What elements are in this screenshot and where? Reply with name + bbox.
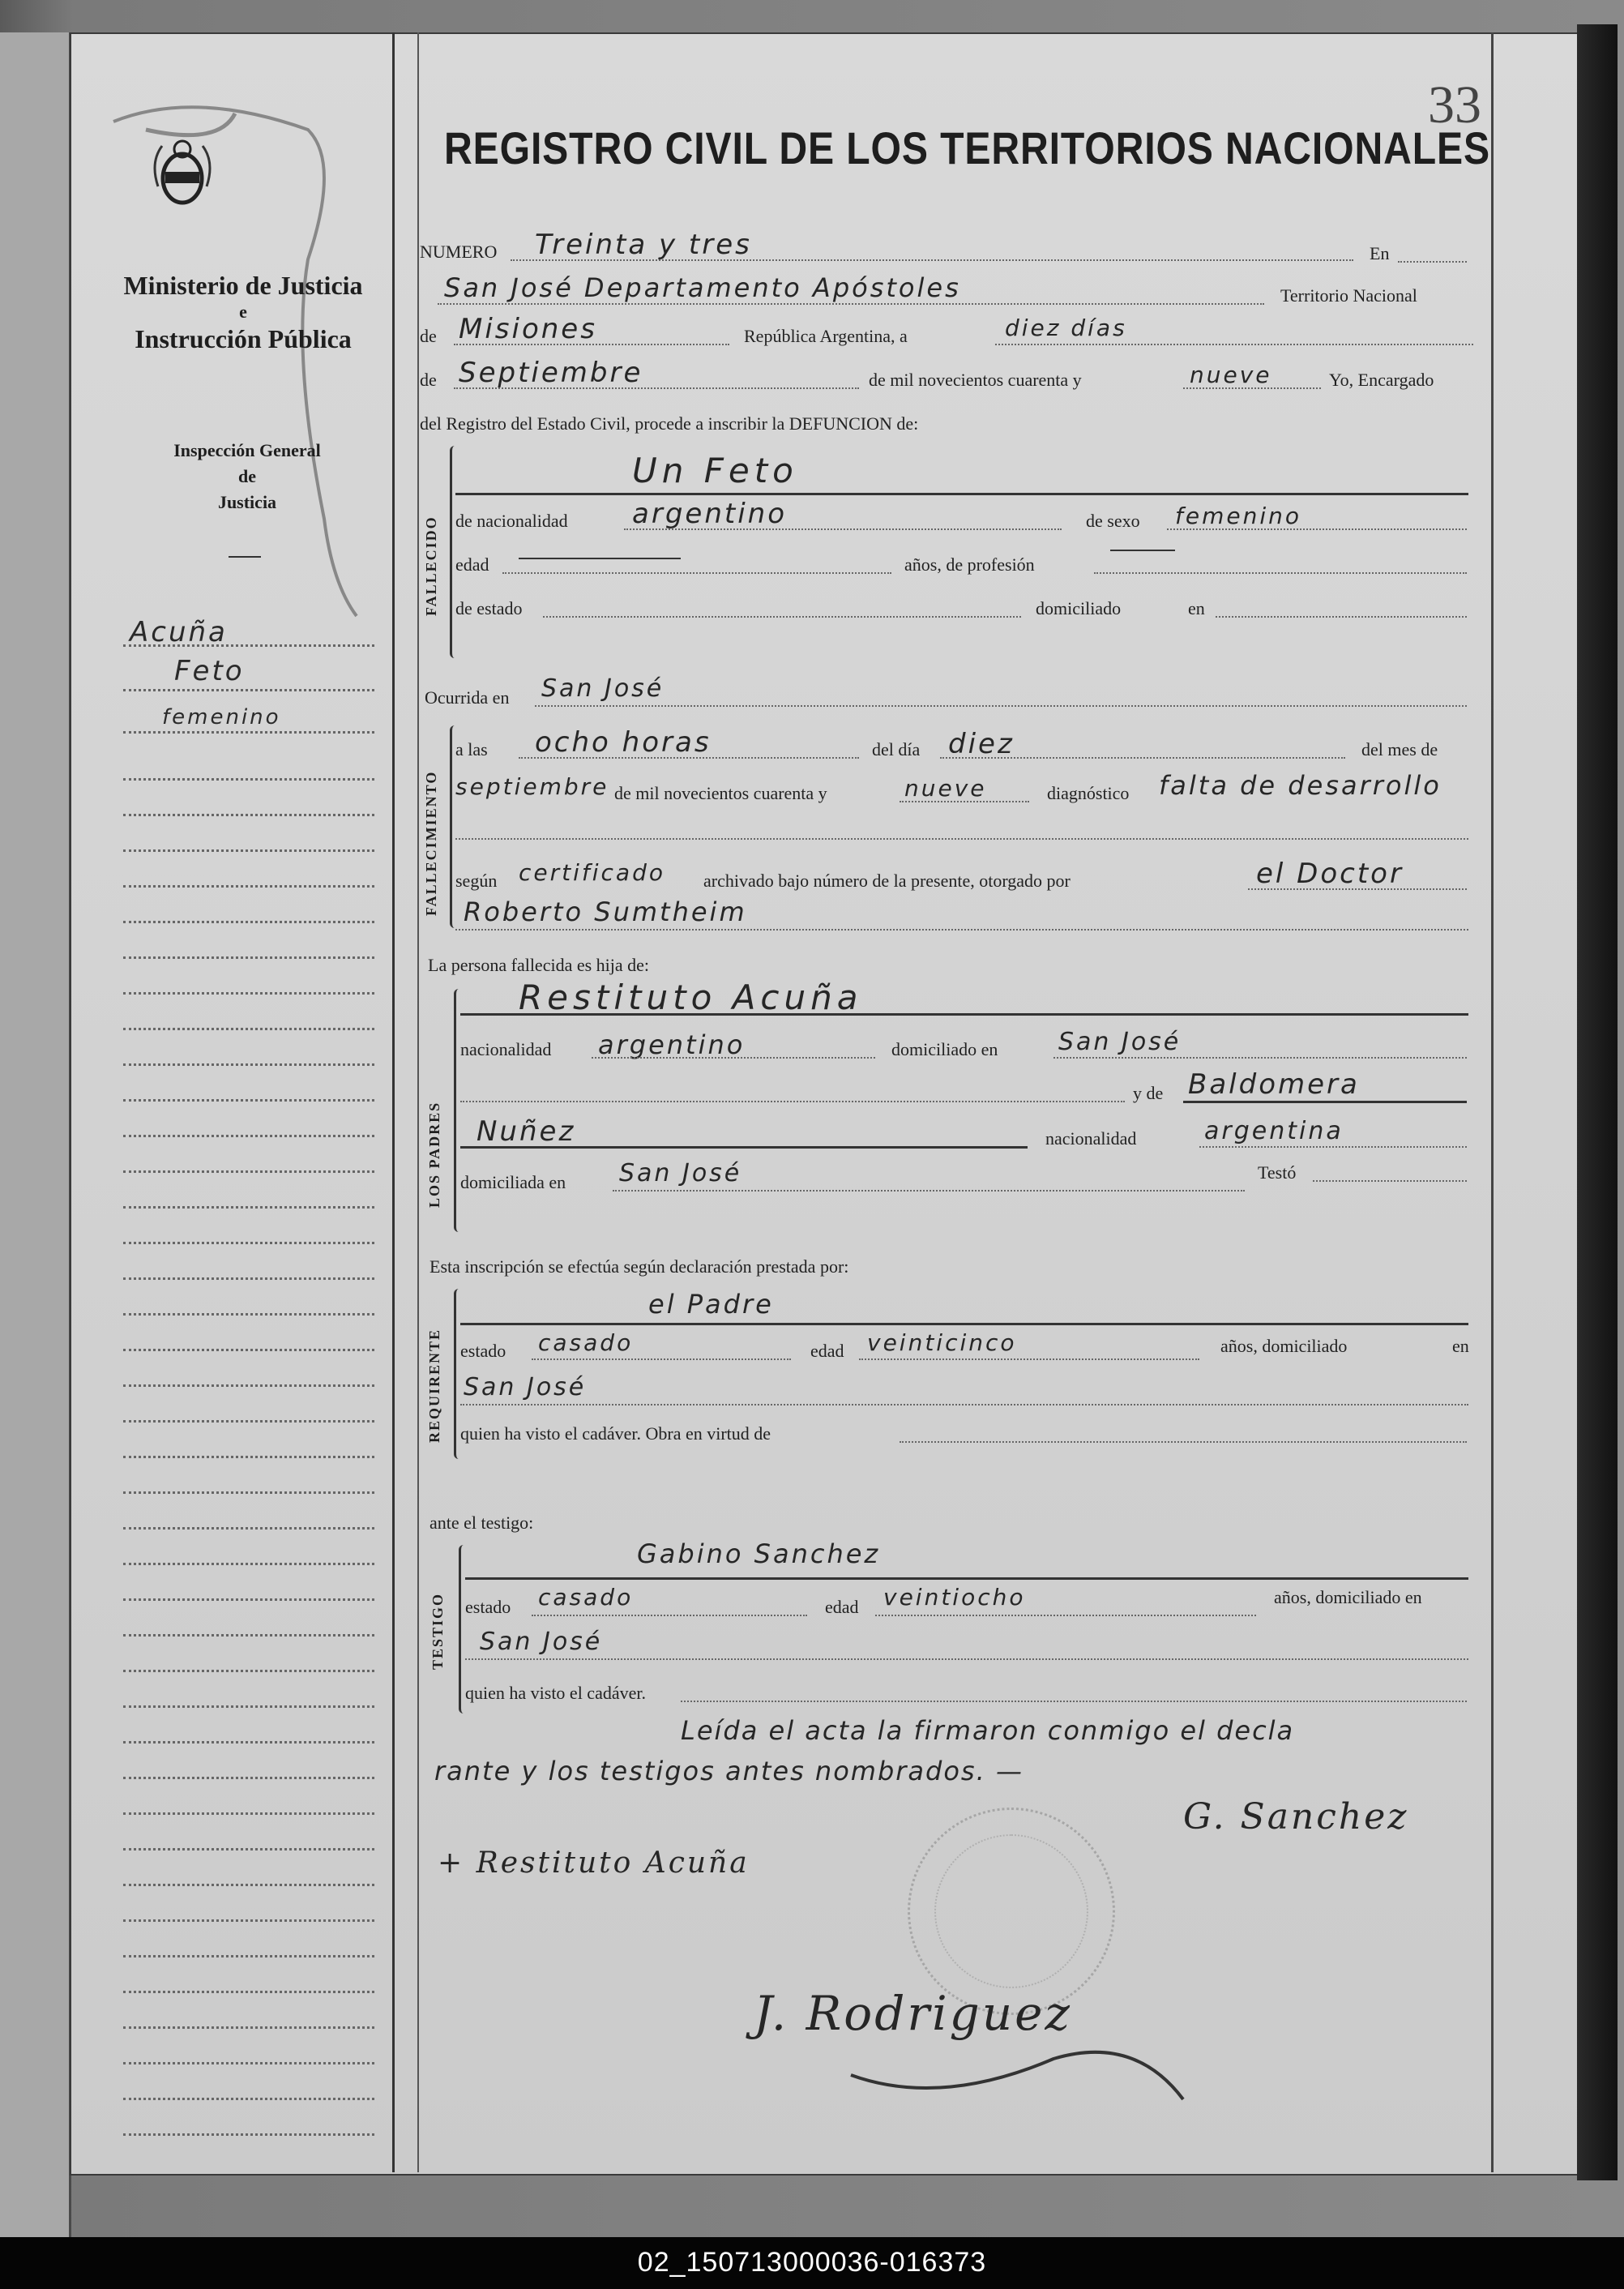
fallecido-side-label: FALLECIDO (423, 516, 439, 616)
fallecido-bracket (450, 446, 459, 658)
territorio-label: Territorio Nacional (1280, 285, 1417, 306)
margin-ruled-line (123, 1170, 374, 1173)
madre-domicilio-value: San José (619, 1159, 742, 1187)
margin-ruled-line (123, 1028, 374, 1030)
margin-ruled-line (123, 1848, 374, 1850)
margin-note-surname: Acuña (130, 616, 228, 648)
margin-ruled-line (123, 1349, 374, 1351)
requirente-cadaver-label: quien ha visto el cadáver. Obra en virtud de (460, 1423, 771, 1444)
margin-ruled-line (123, 1598, 374, 1601)
testigo-name-value: Gabino Sanchez (637, 1538, 881, 1569)
testigo-edad-label: edad (825, 1597, 859, 1617)
dia-value: diez (948, 728, 1015, 760)
padre-extra-line (460, 1101, 1125, 1102)
signature-declarant: + Restituto Acuña (438, 1846, 750, 1880)
requirente-edad-line (859, 1358, 1199, 1360)
fallecido-profesion-dash (1110, 550, 1175, 551)
requirente-side-label: REQUIRENTE (426, 1328, 442, 1443)
requirente-edad-value: veinticinco (867, 1329, 1017, 1356)
requirente-intro-label: Esta inscripción se efectúa según declaración prestada por: (430, 1256, 849, 1277)
padre-nacionalidad-value: argentino (598, 1029, 746, 1060)
fallecimiento-year-value: nueve (904, 775, 987, 802)
padres-intro-text: La persona fallecida es hij (428, 955, 615, 975)
hora-value: ocho horas (535, 726, 712, 759)
padres-intro-label (428, 955, 649, 976)
margin-ruled-line (123, 1206, 374, 1209)
padre-value: Restituto Acuña (519, 978, 863, 1017)
margin-ruled-line (123, 1563, 374, 1565)
dia-line (940, 757, 1345, 759)
margin-ruled-line (123, 2062, 374, 2064)
testo-line (1313, 1180, 1467, 1182)
margin-ruled-line (123, 956, 374, 959)
madre-domicilio-line (613, 1190, 1245, 1192)
madre-nombre-line (1183, 1101, 1467, 1103)
ministry-heading (105, 267, 381, 357)
fallecido-name-line (455, 493, 1468, 495)
mes-label: del mes de (1361, 739, 1438, 759)
closing-line-2: rante y los testigos antes nombrados. — (434, 1756, 1024, 1786)
inspeccion-heading (138, 438, 357, 516)
numero-line (511, 259, 1353, 261)
de-label: de (420, 326, 437, 346)
margin-ruled-line (123, 1135, 374, 1137)
de-label-2: de (420, 370, 437, 390)
testigo-edad-value: veintiocho (883, 1584, 1026, 1611)
margin-note-sex: femenino (162, 705, 281, 729)
margin-ruled-line (123, 1991, 374, 1993)
fallecimiento-year-line (900, 801, 1029, 802)
dia-label: del día (872, 739, 921, 759)
numero-value: Treinta y tres (535, 229, 752, 261)
margin-ruled-line (123, 689, 374, 691)
margin-ruled-line (123, 731, 374, 734)
yo-label: Yo, Encargado (1329, 370, 1434, 390)
requirente-en-label: en (1452, 1336, 1469, 1356)
fallecido-nacionalidad-value: argentino (632, 498, 787, 530)
en-line (1398, 261, 1467, 263)
padres-bracket (454, 989, 463, 1232)
signature-witness: G. Sanchez (1183, 1796, 1409, 1838)
padre-domicilio-line (1053, 1057, 1467, 1059)
inspeccion-rule (229, 556, 261, 558)
signature-officer: J. Rodriguez (754, 1986, 1072, 2041)
margin-ruled-line (123, 921, 374, 923)
official-seal-inner-ring (934, 1834, 1088, 1988)
madre-nacionalidad-value: argentina (1204, 1117, 1344, 1145)
fallecimiento-year-label: de mil novecientos cuarenta y (614, 783, 827, 803)
margin-ruled-line (123, 1777, 374, 1779)
margin-ruled-line (123, 2026, 374, 2029)
margin-ruled-line (123, 1384, 374, 1387)
ocurrida-line (535, 705, 1467, 707)
fallecido-sexo-value: femenino (1175, 503, 1301, 529)
margin-ruled-line (123, 1242, 374, 1244)
testigo-intro-label: ante el testigo: (430, 1512, 534, 1533)
segun-label: según (455, 871, 498, 891)
requirente-estado-line (532, 1358, 791, 1360)
closing-line-1: Leída el acta la firmaron conmigo el decla (681, 1715, 1295, 1746)
margin-ruled-line (123, 644, 374, 647)
territory-line (454, 344, 729, 345)
requirente-name-line (460, 1323, 1468, 1325)
requirente-domicilio-line (460, 1404, 1468, 1405)
requirente-edad-label: edad (810, 1341, 844, 1361)
margin-ruled-line (123, 1099, 374, 1102)
fallecido-edad-dash (519, 558, 681, 559)
margin-ruled-line (123, 1741, 374, 1743)
padre-line (460, 1013, 1468, 1016)
padres-intro-value: a (614, 955, 623, 975)
margin-ruled-line (123, 1063, 374, 1066)
year-value: nueve (1190, 362, 1272, 388)
ministry-line-2: Instrucción Pública (135, 324, 352, 353)
day-line (995, 344, 1473, 345)
official-seal-stamp (908, 1808, 1115, 2015)
inspeccion-line-3: Justicia (217, 492, 277, 512)
requirente-anos-label (1220, 1336, 1347, 1357)
padre-nacionalidad-line (592, 1057, 875, 1059)
page-right-rule (1491, 32, 1494, 2172)
testigo-domicilio-line (465, 1658, 1468, 1660)
madre-nacionalidad-line (1199, 1146, 1467, 1148)
madre-apellido-line (460, 1146, 1028, 1149)
margin-ruled-line (123, 778, 374, 781)
testigo-name-line (465, 1577, 1468, 1580)
margin-ruled-line (123, 1456, 374, 1458)
fallecido-name: Un Feto (632, 451, 798, 490)
fallecido-nacionalidad-line (624, 528, 1062, 530)
archivado-label: archivado bajo número de la presente, otorgado por (703, 871, 1071, 891)
fallecido-edad-line (502, 572, 891, 574)
ministry-line-1: Ministerio de Justicia (123, 271, 363, 300)
page-number: 33 (1428, 75, 1481, 135)
inspeccion-line-2: de (238, 466, 256, 486)
margin-ruled-line (123, 1527, 374, 1530)
fallecimiento-side-label: FALLECIMIENTO (423, 770, 439, 916)
fallecido-anos-label: años, de profesión (904, 554, 1035, 575)
margin-ruled-line (123, 1277, 374, 1280)
territory-value: Misiones (459, 313, 597, 345)
margin-ruled-line (123, 885, 374, 888)
requirente-estado-value: casado (538, 1329, 634, 1356)
en-label: En (1370, 243, 1390, 263)
mes-value: septiembre (455, 773, 609, 800)
y-de-label: y de (1133, 1083, 1164, 1103)
fallecido-sexo-line (1167, 528, 1467, 530)
margin-ruled-line (123, 992, 374, 995)
requirente-estado-label: estado (460, 1341, 506, 1361)
madre-domiciliada-label: domiciliada en (460, 1172, 566, 1192)
padre-nacionalidad-label: nacionalidad (460, 1039, 552, 1059)
month-line (454, 387, 859, 389)
hora-line (519, 757, 859, 759)
requirente-name-value: el Padre (648, 1289, 774, 1320)
margin-note-feto: Feto (174, 655, 245, 687)
requirente-domicilio-value: San José (464, 1373, 587, 1401)
margin-ruled-line (123, 1919, 374, 1922)
testigo-cadaver-line (681, 1701, 1467, 1702)
numero-label: NUMERO (420, 242, 498, 262)
book-binding (1577, 24, 1618, 2180)
requirente-domiciliad-suffix: o (1338, 1336, 1348, 1356)
diagnostico-label: diagnóstico (1047, 783, 1130, 803)
testigo-estado-label: estado (465, 1597, 511, 1617)
place-line (438, 303, 1264, 305)
padre-domicilio-value: San José (1058, 1028, 1182, 1056)
testigo-edad-line (875, 1615, 1256, 1616)
fallecido-en-label: en (1188, 598, 1205, 618)
doctor-value: Roberto Sumtheim (464, 896, 747, 927)
margin-ruled-line (123, 849, 374, 852)
registro-label: del Registro del Estado Civil, procede a inscribir la DEFUNCION de: (420, 413, 919, 434)
republica-label: República Argentina, a (744, 326, 908, 346)
year-label: de mil novecientos cuarenta y (869, 370, 1082, 390)
requirente-anos-text: años, domiciliad (1220, 1336, 1339, 1356)
margin-ruled-line (123, 814, 374, 816)
ocurrida-label: Ocurrida en (425, 687, 510, 708)
fallecido-nacionalidad-label: de nacionalidad (455, 511, 568, 531)
scan-image-id: 02_150713000036-016373 (637, 2247, 987, 2278)
year-line (1183, 387, 1321, 389)
inspeccion-line-1: Inspección General (173, 440, 321, 460)
requirente-cadaver-line (900, 1441, 1467, 1443)
day-value: diez días (1005, 314, 1127, 341)
certificado-value: certificado (519, 859, 665, 886)
document-title: REGISTRO CIVIL DE LOS TERRITORIOS NACIONALES (444, 122, 1491, 173)
testigo-cadaver-label: quien ha visto el cadáver. (465, 1683, 646, 1703)
fallecido-estado-line (543, 616, 1021, 618)
left-page-edge (0, 32, 71, 2237)
fallecido-profesion-line (1094, 572, 1467, 574)
margin-ruled-line (123, 1705, 374, 1708)
margin-ruled-line (123, 1420, 374, 1423)
testigo-estado-value: casado (538, 1584, 634, 1611)
month-value: Septiembre (459, 357, 643, 389)
place-value: San José Departamento Apóstoles (444, 272, 961, 303)
padres-intro-suffix: de: (627, 955, 650, 975)
doctor-line (455, 929, 1468, 931)
ministry-conjunction: e (239, 302, 247, 322)
margin-ruled-line (123, 2098, 374, 2100)
margin-ruled-line (123, 1491, 374, 1494)
testigo-estado-line (532, 1615, 807, 1616)
fallecido-sexo-label: de sexo (1086, 511, 1140, 531)
margin-ruled-line (123, 1634, 374, 1637)
margin-ruled-line (123, 2133, 374, 2136)
margin-ruled-line (123, 1670, 374, 1672)
testigo-anos-label: años, domiciliado en (1274, 1587, 1422, 1607)
madre-apellido-value: Nuñez (477, 1115, 576, 1148)
madre-nombre-value: Baldomera (1188, 1068, 1360, 1101)
diagnostico-line (455, 838, 1468, 840)
margin-ruled-line (123, 1812, 374, 1815)
fallecido-edad-label: edad (455, 554, 489, 575)
padres-side-label: LOS PADRES (426, 1101, 442, 1208)
margin-ruled-line (123, 1955, 374, 1957)
margin-ruled-line (123, 1884, 374, 1886)
diagnostico-value: falta de desarrollo (1159, 770, 1442, 801)
fallecido-domiciliado-label: domiciliado (1036, 598, 1122, 618)
margin-flourish-scribble (97, 97, 421, 632)
testigo-side-label: TESTIGO (430, 1592, 446, 1670)
padre-domiciliado-label: domiciliado en (891, 1039, 998, 1059)
testigo-domicilio-value: San José (480, 1628, 603, 1656)
testo-label: Testó (1258, 1162, 1297, 1183)
margin-ruled-line (123, 1313, 374, 1316)
a-las-label: a las (455, 739, 488, 759)
otorgado-value: el Doctor (1256, 858, 1404, 890)
otorgado-line (1248, 888, 1467, 890)
madre-nacionalidad-label: nacionalidad (1045, 1128, 1137, 1149)
ocurrida-value: San José (541, 674, 665, 703)
signature-flourish (843, 2026, 1199, 2124)
fallecido-en-line (1216, 616, 1467, 618)
fallecido-estado-label: de estado (455, 598, 523, 618)
